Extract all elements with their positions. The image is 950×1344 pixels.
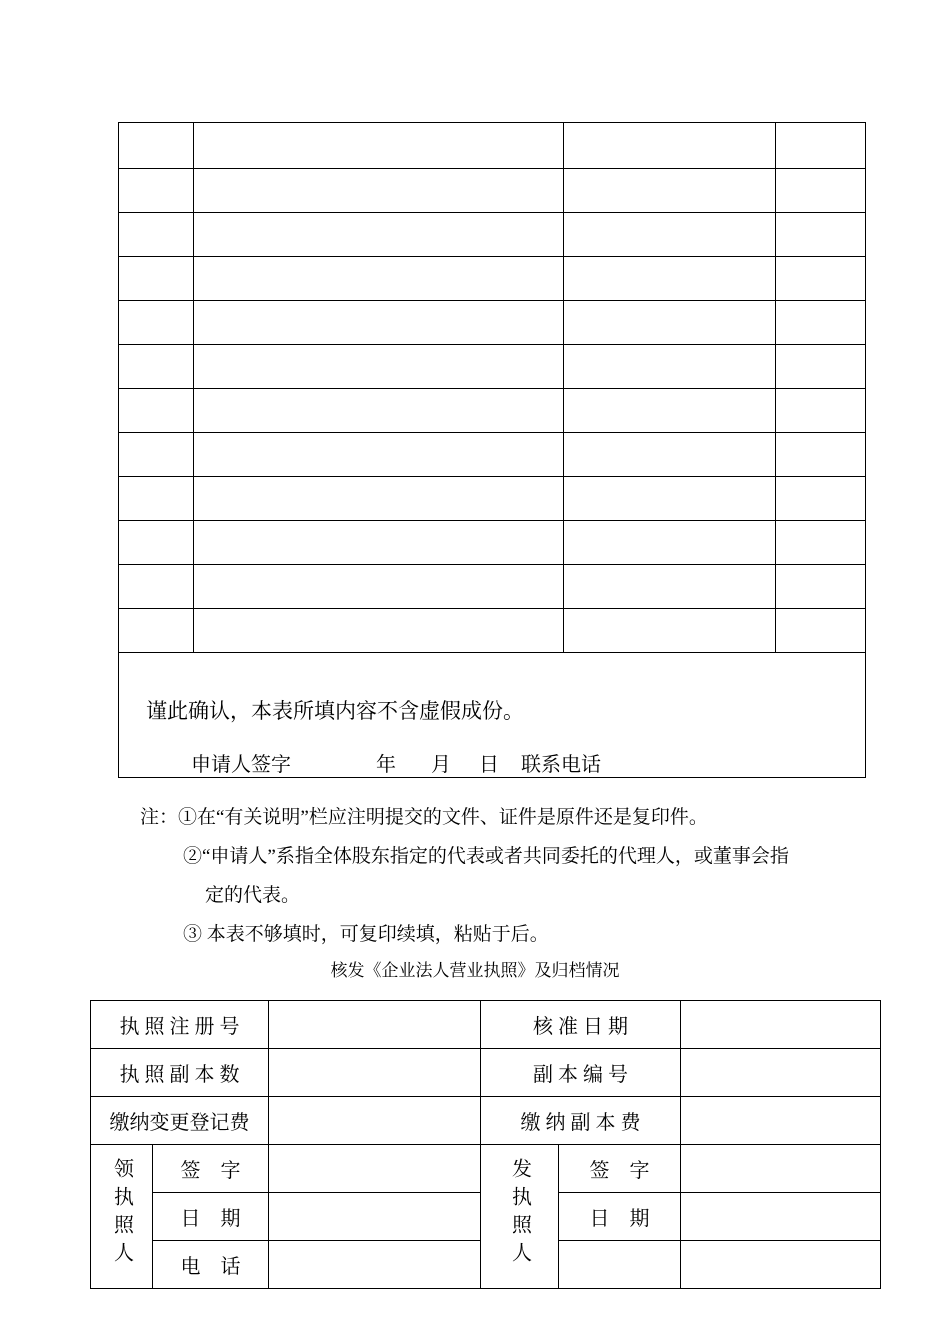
blank-field xyxy=(681,1145,881,1193)
empty-cell xyxy=(194,609,564,653)
submitted-documents-table-body xyxy=(119,123,866,778)
blank-field xyxy=(681,1097,881,1145)
empty-cell xyxy=(119,301,194,345)
empty-cell xyxy=(119,389,194,433)
table-row xyxy=(119,609,866,653)
table-row xyxy=(119,345,866,389)
table-row xyxy=(119,123,866,169)
empty-cell xyxy=(564,301,776,345)
empty-cell xyxy=(776,565,866,609)
empty-cell xyxy=(776,301,866,345)
section-title: 核发《企业法人营业执照》及归档情况 xyxy=(330,961,620,980)
empty-cell xyxy=(564,345,776,389)
note-line-2: ②“申请人”系指全体股东指定的代表或者共同委托的代理人，或董事会指 xyxy=(183,846,789,867)
license-copies-label: 执 照 副 本 数 xyxy=(91,1049,269,1097)
month-label: 月 xyxy=(431,754,451,776)
copy-number-label: 副 本 编 号 xyxy=(481,1049,681,1097)
empty-cell xyxy=(119,257,194,301)
table-row xyxy=(119,521,866,565)
empty-cell xyxy=(194,433,564,477)
blank-field xyxy=(681,1001,881,1049)
note-line-4: ③ 本表不够填时，可复印续填，粘贴于后。 xyxy=(183,924,549,945)
empty-cell xyxy=(776,257,866,301)
submitted-documents-table xyxy=(118,122,866,778)
empty-cell xyxy=(564,123,776,169)
empty-cell xyxy=(776,609,866,653)
issuer-signature-label: 签 字 xyxy=(559,1145,681,1193)
receiver-signature-label: 签 字 xyxy=(153,1145,269,1193)
empty-cell xyxy=(119,345,194,389)
empty-cell xyxy=(776,123,866,169)
empty-cell xyxy=(119,609,194,653)
empty-cell xyxy=(776,521,866,565)
empty-cell xyxy=(119,477,194,521)
table-row xyxy=(119,433,866,477)
issuer-vertical-label: 发执照人 xyxy=(508,1157,531,1270)
receiver-date-label: 日 期 xyxy=(153,1193,269,1241)
table-row xyxy=(119,565,866,609)
empty-cell xyxy=(564,257,776,301)
table-row xyxy=(119,169,866,213)
empty-cell xyxy=(119,169,194,213)
empty-cell xyxy=(776,477,866,521)
license-issuance-table-body xyxy=(91,1001,881,1289)
notes xyxy=(140,798,789,954)
empty-cell xyxy=(194,257,564,301)
table-row xyxy=(119,301,866,345)
empty-cell xyxy=(194,477,564,521)
blank-field xyxy=(269,1049,481,1097)
table-row xyxy=(119,213,866,257)
table-row xyxy=(119,389,866,433)
table-row xyxy=(119,257,866,301)
table-row xyxy=(91,1049,881,1097)
empty-cell xyxy=(564,389,776,433)
issuer-date-label: 日 期 xyxy=(559,1193,681,1241)
note-line-1: 注：①在“有关说明”栏应注明提交的文件、证件是原件还是复印件。 xyxy=(140,807,708,828)
blank-field xyxy=(269,1097,481,1145)
issuer-empty-label xyxy=(559,1241,681,1289)
applicant-signature-label: 申请人签字 xyxy=(191,754,291,776)
empty-cell xyxy=(564,565,776,609)
empty-cell xyxy=(194,301,564,345)
empty-cell xyxy=(564,609,776,653)
blank-field xyxy=(269,1145,481,1193)
blank-field xyxy=(681,1049,881,1097)
empty-cell xyxy=(776,169,866,213)
empty-cell xyxy=(194,565,564,609)
blank-field xyxy=(269,1241,481,1289)
change-registration-fee-label: 缴纳变更登记费 xyxy=(91,1097,269,1145)
confirmation-statement: 谨此确认，本表所填内容不含虚假成份。 xyxy=(146,699,524,723)
copy-fee-label: 缴 纳 副 本 费 xyxy=(481,1097,681,1145)
table-row xyxy=(91,1145,881,1193)
table-row xyxy=(91,1001,881,1049)
table-row xyxy=(119,477,866,521)
empty-cell xyxy=(776,433,866,477)
empty-cell xyxy=(564,433,776,477)
empty-cell xyxy=(194,521,564,565)
empty-cell xyxy=(119,123,194,169)
empty-cell xyxy=(776,345,866,389)
receiver-phone-label: 电 话 xyxy=(153,1241,269,1289)
empty-cell xyxy=(194,123,564,169)
blank-field xyxy=(681,1241,881,1289)
contact-phone-label: 联系电话 xyxy=(521,754,601,776)
empty-cell xyxy=(564,521,776,565)
issuer-vertical-label-cell xyxy=(481,1145,559,1289)
note-line-3: 定的代表。 xyxy=(205,885,301,906)
confirmation-row xyxy=(119,653,866,778)
empty-cell xyxy=(564,477,776,521)
empty-cell xyxy=(119,565,194,609)
day-label: 日 xyxy=(479,754,499,776)
empty-cell xyxy=(564,213,776,257)
license-issuance-table xyxy=(90,1000,881,1289)
blank-field xyxy=(269,1001,481,1049)
empty-cell xyxy=(119,521,194,565)
blank-field xyxy=(269,1193,481,1241)
empty-cell xyxy=(194,345,564,389)
approval-date-label: 核 准 日 期 xyxy=(481,1001,681,1049)
table-row xyxy=(91,1097,881,1145)
confirmation-cell xyxy=(119,653,866,778)
receiver-vertical-label-cell xyxy=(91,1145,153,1289)
empty-cell xyxy=(119,213,194,257)
blank-field xyxy=(681,1193,881,1241)
empty-cell xyxy=(564,169,776,213)
empty-cell xyxy=(119,433,194,477)
confirmation-signature-line xyxy=(146,748,855,777)
empty-cell xyxy=(194,389,564,433)
empty-cell xyxy=(776,213,866,257)
license-number-label: 执 照 注 册 号 xyxy=(91,1001,269,1049)
empty-cell xyxy=(194,213,564,257)
receiver-vertical-label: 领执照人 xyxy=(110,1157,133,1270)
year-label: 年 xyxy=(376,754,396,776)
empty-cell xyxy=(194,169,564,213)
empty-cell xyxy=(776,389,866,433)
